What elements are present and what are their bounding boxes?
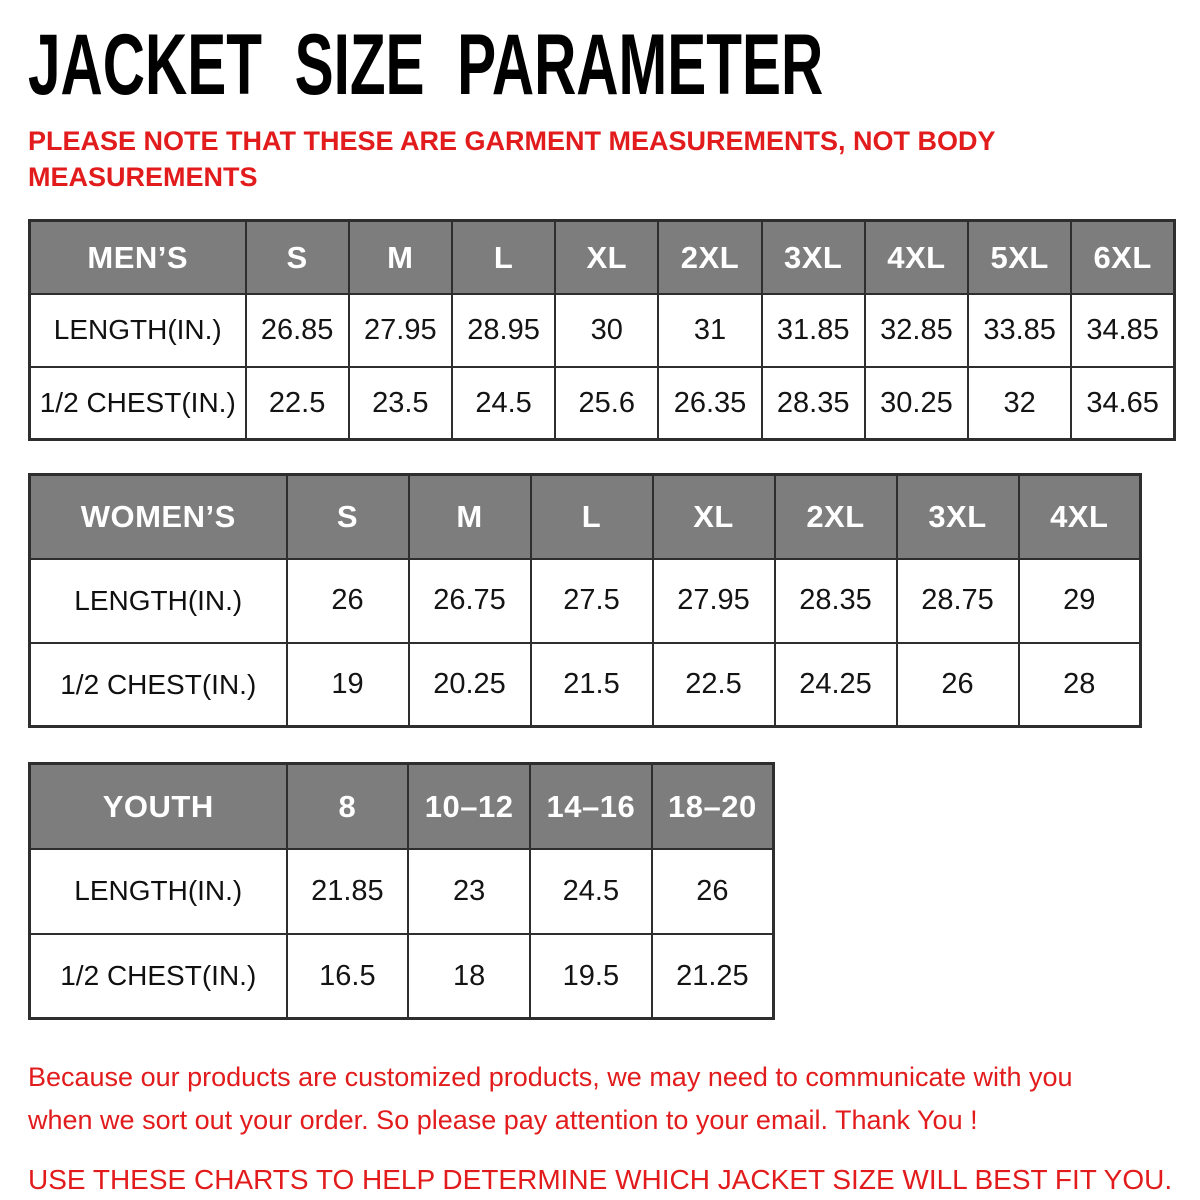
mens-size-table [28,219,1176,441]
size-header-cell: 6XL [1071,221,1174,294]
size-header-cell: 2XL [775,475,897,559]
measurement-cell: 23 [408,849,530,934]
size-header-cell: L [531,475,653,559]
note-line-2: MEASUREMENTS [28,161,258,192]
measurement-cell: 28.35 [762,367,865,440]
note-line-1: PLEASE NOTE THAT THESE ARE GARMENT MEASUREMENTS, NOT BODY [28,126,996,156]
measurement-cell: 30.25 [865,367,968,440]
measurement-cell: 25.6 [555,367,658,440]
measurement-cell: 33.85 [968,294,1071,367]
size-header-cell: 8 [287,764,409,849]
measurement-cell: 34.65 [1071,367,1174,440]
footer-line-2: when we sort out your order. So please pay attention to your email. Thank You ! [28,1104,978,1135]
row-label-cell: 1/2 CHEST(IN.) [30,643,287,727]
size-header-cell: XL [555,221,658,294]
measurement-cell: 22.5 [653,643,775,727]
row-label-cell: 1/2 CHEST(IN.) [30,934,287,1019]
size-header-cell: L [452,221,555,294]
page-title: JACKET SIZE PARAMETER [28,17,824,113]
womens-header-row [30,475,1141,559]
youth-table-title-cell: YOUTH [30,764,287,849]
measurement-cell: 24.5 [452,367,555,440]
size-header-cell: S [246,221,349,294]
size-header-cell: 14–16 [530,764,652,849]
youth-chest-row [30,934,774,1019]
measurement-cell: 24.25 [775,643,897,727]
measurement-cell: 26.35 [658,367,761,440]
womens-size-table [28,473,1142,728]
size-header-cell: 18–20 [652,764,774,849]
measurement-cell: 26 [897,643,1019,727]
measurement-cell: 27.95 [653,559,775,643]
measurement-cell: 29 [1019,559,1141,643]
measurement-cell: 21.25 [652,934,774,1019]
measurement-cell: 28.75 [897,559,1019,643]
footer-notes [28,1056,1172,1195]
row-label-cell: 1/2 CHEST(IN.) [30,367,246,440]
garment-measurements-note [28,124,1172,195]
footer-line-1: Because our products are customized products, we may need to communicate with you [28,1062,1073,1093]
size-header-cell: 10–12 [408,764,530,849]
size-header-cell: S [287,475,409,559]
row-label-cell: LENGTH(IN.) [30,849,287,934]
size-header-cell: 3XL [897,475,1019,559]
measurement-cell: 34.85 [1071,294,1174,367]
mens-chest-row [30,367,1175,440]
measurement-cell: 19 [287,643,409,727]
size-header-cell: 5XL [968,221,1071,294]
size-header-cell: 4XL [865,221,968,294]
measurement-cell: 32 [968,367,1071,440]
youth-size-table [28,762,775,1020]
measurement-cell: 22.5 [246,367,349,440]
measurement-cell: 23.5 [349,367,452,440]
measurement-cell: 26 [652,849,774,934]
measurement-cell: 19.5 [530,934,652,1019]
measurement-cell: 21.85 [287,849,409,934]
measurement-cell: 26.75 [409,559,531,643]
size-header-cell: 4XL [1019,475,1141,559]
womens-chest-row [30,643,1141,727]
measurement-cell: 31 [658,294,761,367]
youth-header-row [30,764,774,849]
measurement-cell: 30 [555,294,658,367]
measurement-cell: 28 [1019,643,1141,727]
measurement-cell: 28.95 [452,294,555,367]
measurement-cell: 26.85 [246,294,349,367]
row-label-cell: LENGTH(IN.) [30,559,287,643]
youth-length-row [30,849,774,934]
measurement-cell: 18 [408,934,530,1019]
measurement-cell: 26 [287,559,409,643]
measurement-cell: 32.85 [865,294,968,367]
measurement-cell: 16.5 [287,934,409,1019]
customized-products-note [28,1056,1172,1141]
size-header-cell: M [409,475,531,559]
row-label-cell: LENGTH(IN.) [30,294,246,367]
measurement-cell: 27.95 [349,294,452,367]
womens-table-title-cell: WOMEN’S [30,475,287,559]
measurement-cell: 20.25 [409,643,531,727]
mens-length-row [30,294,1175,367]
size-header-cell: 2XL [658,221,761,294]
size-header-cell: M [349,221,452,294]
size-header-cell: XL [653,475,775,559]
measurement-cell: 24.5 [530,849,652,934]
womens-length-row [30,559,1141,643]
size-header-cell: 3XL [762,221,865,294]
use-charts-note: USE THESE CHARTS TO HELP DETERMINE WHICH JACKET SIZE WILL BEST FIT YOU. [28,1163,1173,1195]
measurement-cell: 27.5 [531,559,653,643]
measurement-cell: 31.85 [762,294,865,367]
measurement-cell: 21.5 [531,643,653,727]
mens-table-title-cell: MEN’S [30,221,246,294]
mens-header-row [30,221,1175,294]
measurement-cell: 28.35 [775,559,897,643]
